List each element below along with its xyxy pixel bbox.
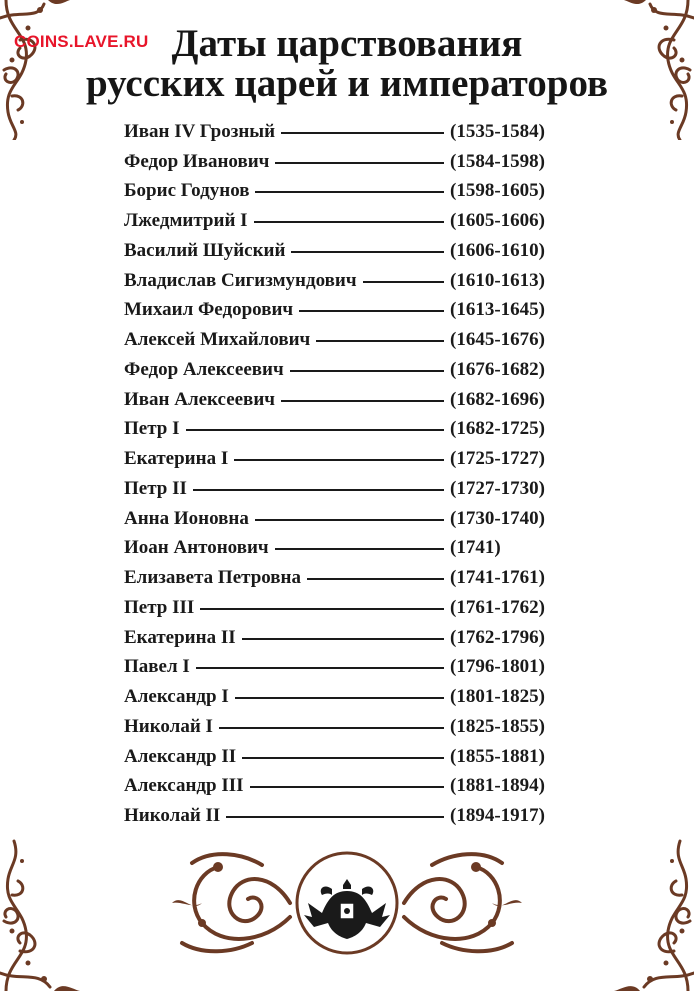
ruler-name: Петр I <box>124 418 180 440</box>
leader-line <box>193 489 444 491</box>
ruler-row <box>124 296 576 326</box>
ruler-row <box>124 385 576 415</box>
reign-years: (1682-1725) <box>450 418 545 440</box>
ruler-row <box>124 742 576 772</box>
reign-years: (1741) <box>450 537 501 559</box>
reign-years: (1725-1727) <box>450 448 545 470</box>
ruler-name: Владислав Сигизмундович <box>124 269 357 291</box>
reign-years: (1610-1613) <box>450 269 545 291</box>
leader-line <box>281 132 444 134</box>
rulers-list <box>124 117 576 831</box>
ruler-name: Василий Шуйский <box>124 239 286 261</box>
ruler-row <box>124 415 576 445</box>
leader-line <box>196 667 444 669</box>
page-title <box>0 24 694 104</box>
ruler-row <box>124 177 576 207</box>
leader-line <box>290 370 444 372</box>
ruler-name: Николай I <box>124 715 213 737</box>
reign-years: (1605-1606) <box>450 210 545 232</box>
reign-years: (1598-1605) <box>450 180 545 202</box>
leader-line <box>299 310 444 312</box>
ruler-name: Лжедмитрий I <box>124 210 248 232</box>
leader-line <box>255 519 444 521</box>
ruler-name: Федор Алексеевич <box>124 358 284 380</box>
ruler-name: Алексей Михайлович <box>124 329 311 351</box>
leader-line <box>363 281 444 283</box>
ruler-name: Петр II <box>124 477 187 499</box>
ruler-row <box>124 147 576 177</box>
leader-line <box>255 191 444 193</box>
reign-years: (1825-1855) <box>450 715 545 737</box>
ruler-name: Екатерина I <box>124 448 229 470</box>
ruler-name: Павел I <box>124 656 190 678</box>
reign-years: (1682-1696) <box>450 388 545 410</box>
leader-line <box>291 251 444 253</box>
leader-line <box>200 608 444 610</box>
reign-years: (1796-1801) <box>450 656 545 678</box>
reign-years: (1894-1917) <box>450 805 545 827</box>
reign-years: (1761-1762) <box>450 596 545 618</box>
ruler-row <box>124 266 576 296</box>
ruler-name: Борис Годунов <box>124 180 250 202</box>
floral-corner-ornament-bottom-left <box>0 821 90 991</box>
ruler-name: Иван Алексеевич <box>124 388 275 410</box>
ruler-row <box>124 236 576 266</box>
ruler-row <box>124 206 576 236</box>
leader-line <box>281 400 444 402</box>
ruler-name: Петр III <box>124 596 195 618</box>
reign-years: (1535-1584) <box>450 120 545 142</box>
floral-corner-ornament-bottom-right <box>604 821 694 991</box>
reign-years: (1606-1610) <box>450 239 545 261</box>
leader-line <box>242 638 444 640</box>
ruler-row <box>124 772 576 802</box>
ruler-row <box>124 712 576 742</box>
title-line-2: русских царей и императоров <box>85 62 609 105</box>
ruler-name: Александр II <box>124 745 237 767</box>
reign-years: (1801-1825) <box>450 686 545 708</box>
ruler-name: Николай II <box>124 805 221 827</box>
ruler-name: Иван IV Грозный <box>124 120 276 142</box>
ruler-row <box>124 534 576 564</box>
ruler-name: Михаил Федорович <box>124 299 294 321</box>
ruler-row <box>124 474 576 504</box>
title-line-1: Даты царствования <box>171 22 523 65</box>
reign-years: (1881-1894) <box>450 775 545 797</box>
leader-line <box>275 162 444 164</box>
double-headed-eagle-emblem <box>297 853 397 953</box>
ruler-row <box>124 563 576 593</box>
ruler-name: Александр I <box>124 686 229 708</box>
footer-ornament <box>172 843 522 963</box>
reign-years: (1584-1598) <box>450 150 545 172</box>
reign-years: (1730-1740) <box>450 507 545 529</box>
ruler-name: Елизавета Петровна <box>124 567 302 589</box>
leader-line <box>307 578 444 580</box>
leader-line <box>234 459 444 461</box>
reign-years: (1645-1676) <box>450 329 545 351</box>
ruler-name: Иоан Антонович <box>124 537 269 559</box>
ruler-row <box>124 623 576 653</box>
leader-line <box>254 221 444 223</box>
leader-line <box>250 786 444 788</box>
ruler-row <box>124 355 576 385</box>
reign-years: (1855-1881) <box>450 745 545 767</box>
ruler-row <box>124 325 576 355</box>
ruler-row <box>124 653 576 683</box>
ruler-row <box>124 682 576 712</box>
reign-years: (1762-1796) <box>450 626 545 648</box>
leader-line <box>235 697 444 699</box>
ruler-name: Федор Иванович <box>124 150 270 172</box>
leader-line <box>226 816 444 818</box>
leader-line <box>275 548 444 550</box>
reign-years: (1613-1645) <box>450 299 545 321</box>
leader-line <box>186 429 445 431</box>
leader-line <box>242 757 444 759</box>
ruler-row <box>124 593 576 623</box>
leader-line <box>219 727 444 729</box>
reign-years: (1741-1761) <box>450 567 545 589</box>
watermark: COINS.LAVE.RU <box>14 32 149 51</box>
ruler-name: Анна Ионовна <box>124 507 249 529</box>
ruler-row <box>124 117 576 147</box>
ruler-name: Александр III <box>124 775 244 797</box>
ruler-row <box>124 504 576 534</box>
reign-years: (1727-1730) <box>450 477 545 499</box>
reign-years: (1676-1682) <box>450 358 545 380</box>
ruler-name: Екатерина II <box>124 626 236 648</box>
ruler-row <box>124 801 576 831</box>
leader-line <box>316 340 444 342</box>
ruler-row <box>124 444 576 474</box>
